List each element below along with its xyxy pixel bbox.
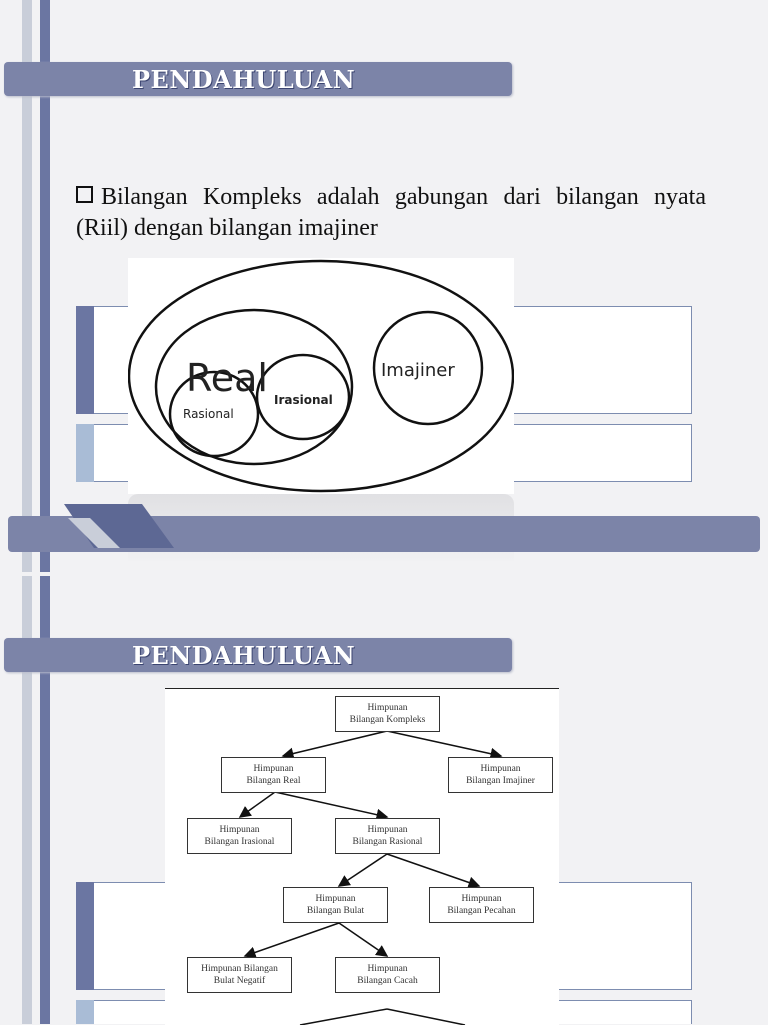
node-imajiner: Himpunan Bilangan Imajiner xyxy=(448,757,553,793)
venn-svg xyxy=(128,258,514,494)
node-rasional: Himpunan Bilangan Rasional xyxy=(335,818,440,854)
node-bulat: Himpunan Bilangan Bulat xyxy=(283,887,388,923)
hierarchy-diagram xyxy=(165,688,559,1025)
content-box-1-accent xyxy=(76,306,94,414)
title-bar xyxy=(4,638,512,672)
node-irasional: Himpunan Bilangan Irasional xyxy=(187,818,292,854)
venn-label-rasional: Rasional xyxy=(183,407,234,421)
venn-diagram xyxy=(128,258,514,494)
node-bulat-negatif: Himpunan Bilangan Bulat Negatif xyxy=(187,957,292,993)
bullet-paragraph xyxy=(76,182,706,244)
bullet-text: Bilangan Kompleks adalah gabungan dari bilangan nyata (Riil) dengan bilangan imajiner xyxy=(76,184,706,241)
node-real: Himpunan Bilangan Real xyxy=(221,757,326,793)
node-pecahan: Himpunan Bilangan Pecahan xyxy=(429,887,534,923)
venn-label-irasional: Irasional xyxy=(274,393,333,407)
venn-label-real: Real xyxy=(186,356,268,400)
bottom-band-diagonal xyxy=(64,504,184,548)
checkbox-bullet-icon xyxy=(76,186,93,203)
content-box-2-accent xyxy=(76,1000,94,1024)
node-kompleks: Himpunan Bilangan Kompleks xyxy=(335,696,440,732)
slide-title: PENDAHULUAN xyxy=(132,65,356,94)
slide-title: PENDAHULUAN xyxy=(132,641,356,670)
title-bar xyxy=(4,62,512,96)
content-box-2-accent xyxy=(76,424,94,482)
venn-label-imajiner: Imajiner xyxy=(381,360,455,381)
node-cacah: Himpunan Bilangan Cacah xyxy=(335,957,440,993)
content-box-1-accent xyxy=(76,882,94,990)
